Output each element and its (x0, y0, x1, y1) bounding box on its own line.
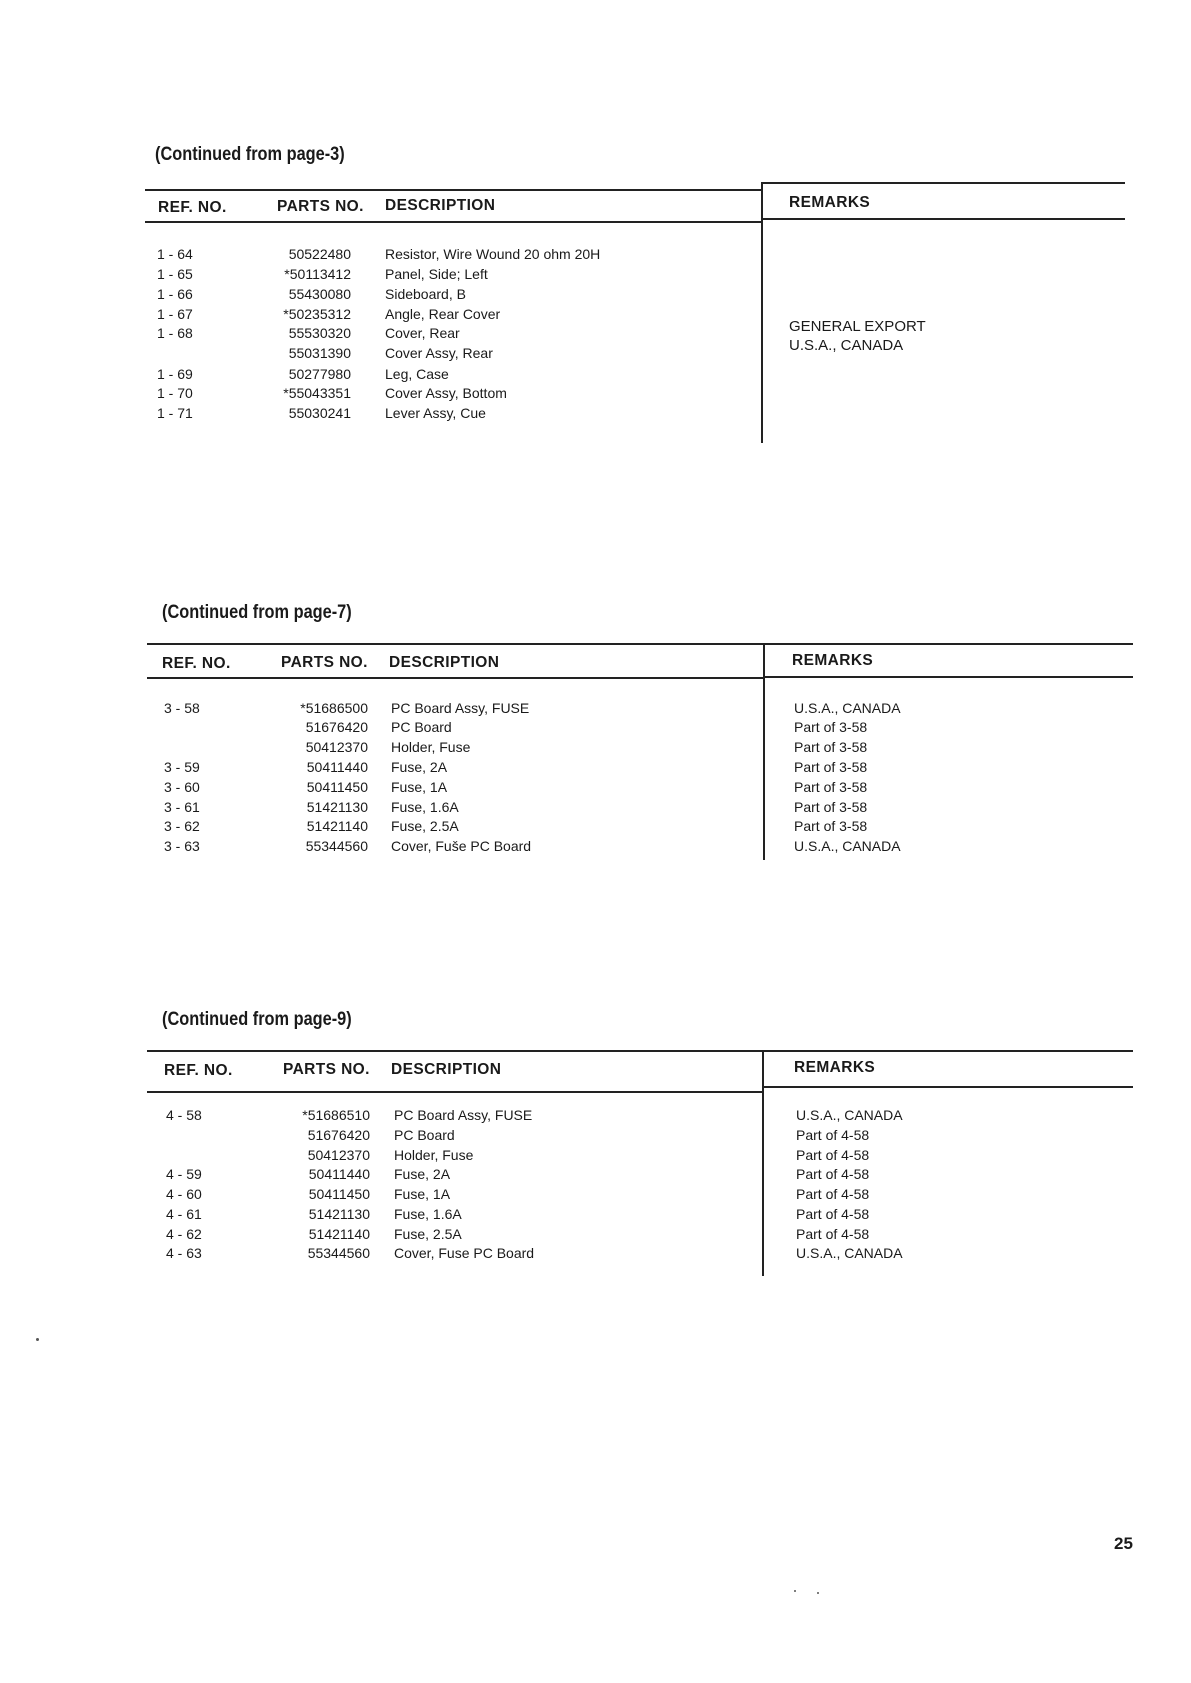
ref-no: 1 - 71 (157, 405, 193, 421)
description: Cover, Fuse PC Board (394, 1245, 535, 1261)
header-bottom-rule-left (145, 221, 762, 223)
description: Fuse, 2.5A (391, 818, 459, 834)
header-top-rule (147, 1050, 1133, 1052)
col-header-ref: REF. NO. (164, 1062, 233, 1079)
parts-no: 50412370 (307, 1147, 370, 1163)
description: Fuse, 2A (394, 1166, 451, 1182)
parts-no: 55344560 (307, 1245, 370, 1261)
ref-no: 3 - 63 (164, 838, 200, 854)
ref-no: 3 - 58 (164, 700, 200, 716)
description: Fuse, 1A (391, 779, 448, 795)
description: Cover, Rear (385, 325, 460, 341)
header-bottom-rule-right (763, 676, 1133, 678)
remarks: Part of 3-58 (794, 759, 868, 775)
col-header-parts: PARTS NO. (281, 654, 368, 671)
ref-no: 3 - 59 (164, 759, 200, 775)
col-header-desc: DESCRIPTION (385, 197, 496, 214)
remarks: Part of 3-58 (794, 719, 868, 735)
parts-no: 50411450 (308, 1186, 370, 1202)
remarks: U.S.A., CANADA (796, 1107, 903, 1123)
col-header-parts: PARTS NO. (277, 198, 364, 215)
parts-no: 50522480 (288, 246, 351, 262)
section-title: (Continued from page-3) (155, 144, 345, 165)
column-divider (761, 182, 763, 443)
header-bottom-rule-left (147, 677, 764, 679)
description: Cover Assy, Bottom (385, 385, 507, 401)
ref-no: 3 - 61 (164, 799, 200, 815)
col-header-desc: DESCRIPTION (389, 654, 500, 671)
col-header-remarks: REMARKS (792, 652, 874, 669)
ref-no: 4 - 62 (166, 1226, 202, 1242)
col-header-desc: DESCRIPTION (391, 1061, 502, 1078)
description: Fuse, 1A (394, 1186, 451, 1202)
ref-no: 4 - 58 (166, 1107, 202, 1123)
parts-no: 51421130 (308, 1206, 370, 1222)
remarks: Part of 4-58 (796, 1206, 870, 1222)
description: Fuse, 1.6A (391, 799, 459, 815)
parts-no: 51421140 (308, 1226, 370, 1242)
ref-no: 1 - 70 (157, 385, 193, 401)
ref-no: 4 - 61 (166, 1206, 202, 1222)
col-header-ref: REF. NO. (162, 655, 231, 672)
description: Cover Assy, Rear (385, 345, 493, 361)
description: Holder, Fuse (394, 1147, 474, 1163)
description: Holder, Fuse (391, 739, 471, 755)
ref-no: 3 - 62 (164, 818, 200, 834)
parts-no: 50412370 (305, 739, 368, 755)
description: Angle, Rear Cover (385, 306, 501, 322)
description: Leg, Case (385, 366, 449, 382)
parts-no: 55030241 (288, 405, 351, 421)
description: Lever Assy, Cue (385, 405, 486, 421)
ref-no: 1 - 64 (157, 246, 193, 262)
column-divider (762, 1050, 764, 1276)
header-bottom-rule-right (761, 218, 1125, 220)
column-divider (763, 643, 765, 860)
parts-no: 51676420 (305, 719, 368, 735)
parts-no: 50411440 (306, 759, 368, 775)
remarks: U.S.A., CANADA (796, 1245, 903, 1261)
scan-speck (817, 1592, 819, 1594)
remarks-block-line: GENERAL EXPORT (789, 318, 926, 335)
ref-no: 3 - 60 (164, 779, 200, 795)
remarks: Part of 3-58 (794, 818, 868, 834)
remarks: Part of 3-58 (794, 799, 868, 815)
parts-no: 55031390 (288, 345, 351, 361)
remarks: Part of 4-58 (796, 1166, 870, 1182)
ref-no: 1 - 67 (157, 306, 193, 322)
description: PC Board (391, 719, 452, 735)
description: PC Board Assy, FUSE (394, 1107, 533, 1123)
remarks: Part of 4-58 (796, 1186, 870, 1202)
col-header-ref: REF. NO. (158, 199, 227, 216)
header-bottom-rule-left (147, 1091, 764, 1093)
parts-no: 55430080 (288, 286, 351, 302)
section-title: (Continued from page-9) (162, 1009, 352, 1030)
parts-no: 51421140 (306, 818, 368, 834)
remarks: Part of 4-58 (796, 1127, 870, 1143)
header-top-rule-right (761, 182, 1125, 184)
parts-no: 55530320 (288, 325, 351, 341)
parts-no: 50411450 (306, 779, 368, 795)
remarks: Part of 3-58 (794, 739, 868, 755)
remarks: Part of 3-58 (794, 779, 868, 795)
ref-no: 1 - 68 (157, 325, 193, 341)
parts-no: *55043351 (283, 385, 351, 401)
ref-no: 1 - 69 (157, 366, 193, 382)
ref-no: 4 - 63 (166, 1245, 202, 1261)
col-header-remarks: REMARKS (794, 1059, 876, 1076)
description: Fuse, 2.5A (394, 1226, 462, 1242)
col-header-remarks: REMARKS (789, 194, 871, 211)
parts-no: 51421130 (306, 799, 368, 815)
remarks: Part of 4-58 (796, 1147, 870, 1163)
ref-no: 4 - 59 (166, 1166, 202, 1182)
scan-speck (36, 1338, 39, 1341)
parts-no: *50235312 (283, 306, 351, 322)
parts-no: 50277980 (288, 366, 351, 382)
description: Resistor, Wire Wound 20 ohm 20H (385, 246, 601, 262)
header-top-rule (147, 643, 1133, 645)
parts-no: *51686500 (300, 700, 368, 716)
description: Fuse, 1.6A (394, 1206, 462, 1222)
description: Sideboard, B (385, 286, 466, 302)
header-bottom-rule-right (762, 1086, 1133, 1088)
header-top-rule-left (145, 189, 762, 191)
parts-no: *50113412 (284, 266, 351, 282)
page-number: 25 (1114, 1534, 1133, 1553)
col-header-parts: PARTS NO. (283, 1061, 370, 1078)
section-title: (Continued from page-7) (162, 602, 352, 623)
remarks: Part of 4-58 (796, 1226, 870, 1242)
parts-no: 55344560 (305, 838, 368, 854)
remarks: U.S.A., CANADA (794, 700, 901, 716)
parts-no: 51676420 (307, 1127, 370, 1143)
description: Panel, Side; Left (385, 266, 488, 282)
description: Fuse, 2A (391, 759, 448, 775)
ref-no: 4 - 60 (166, 1186, 202, 1202)
ref-no: 1 - 66 (157, 286, 193, 302)
remarks: U.S.A., CANADA (794, 838, 901, 854)
parts-no: 50411440 (308, 1166, 370, 1182)
ref-no: 1 - 65 (157, 266, 193, 282)
parts-no: *51686510 (302, 1107, 370, 1123)
scan-speck (794, 1590, 796, 1592)
remarks-block-line: U.S.A., CANADA (789, 337, 904, 354)
description: Cover, Fuše PC Board (391, 838, 532, 854)
description: PC Board Assy, FUSE (391, 700, 530, 716)
description: PC Board (394, 1127, 455, 1143)
